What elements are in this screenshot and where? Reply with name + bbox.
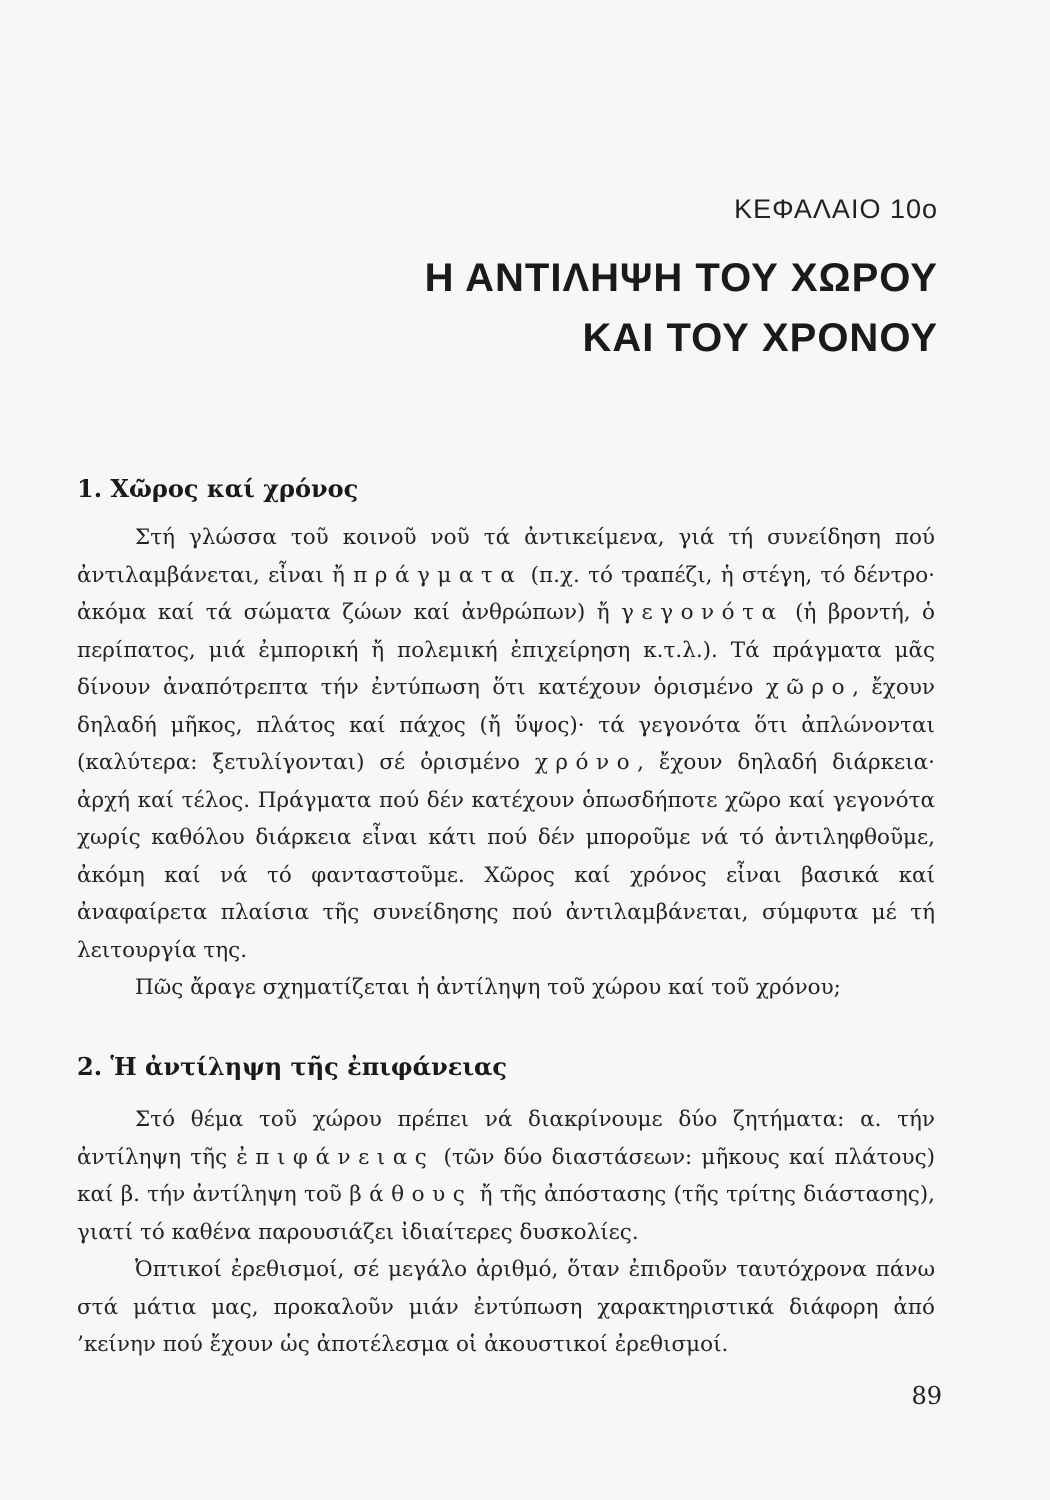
section-1-paragraph-1: [77, 519, 935, 969]
page-number: 89: [911, 1382, 942, 1410]
text-run: (ἡ βροντή, ὁ περίπατος, μιά ἐμπορική ἤ πολεμική ἐπιχείρηση κ.τ.λ.). Τά πράγματα μᾶς δίνουν ἀναπότρεπτα τήν ἐντύπωση ὅτι κατέχουν ὁρισμένο: [77, 600, 935, 700]
spaced-term: βάθους: [349, 1182, 473, 1207]
spaced-term: πράγματα: [353, 562, 523, 588]
text-run: (τῶν δύο διαστάσεων: μῆκους καί πλάτους) καί β. τήν ἀντίληψη τοῦ: [77, 1144, 935, 1207]
section-2-paragraph-2: Ὀπτικοί ἐρεθισμοί, σέ μεγάλο ἀριθμό, ὅταν ἐπιδροῦν ταυτόχρονα πάνω στά μάτια μας, προκαλοῦν μιάν ἐντύπωση χαρακτηριστικά διάφορη ἀπό ’κείνην πού ἔχουν ὡς ἀποτέλεσμα οἱ ἀκουστικοί ἐρεθισμοί.: [77, 1257, 935, 1357]
section-1-paragraph-2: Πῶς ἄραγε σχηματίζεται ἡ ἀντίληψη τοῦ χώρου καί τοῦ χρόνου;: [135, 975, 841, 1000]
spaced-term: γεγονότα: [621, 600, 784, 625]
text-run: , ἔχουν δηλαδή διάρκεια· ἀρχή καί τέλος. Πράγματα πού δέν κατέχουν ὁπωσδήποτε χῶρο καί γεγονότα χωρίς καθόλου διάρκεια εἶναι κάτι πού δέν μποροῦμε νά τό ἀντιληφθοῦμε, ἀκόμη καί νά τό φανταστοῦμε. Χῶρος καί χρόνος εἶναι βασικά καί ἀναφαίρετα πλαίσια τῆς συνείδησης πού ἀντιλαμβάνεται, σύμφυτα μέ τή λειτουργία της.: [77, 750, 935, 963]
text-run: (π.χ. τό τραπέζι, ἡ στέγη, τό δέντρο· ἀκόμα καί τά σώματα ζώων καί ἀνθρώπων) ἤ: [77, 562, 935, 625]
chapter-title: [425, 248, 938, 368]
spaced-term: χῶρο: [765, 675, 853, 700]
section-1-heading: 1. Χῶρος καί χρόνος: [77, 474, 359, 503]
chapter-label: ΚΕΦΑΛΑΙΟ 10ο: [734, 194, 938, 224]
text-run: ἤ τῆς ἀπόστασης (τῆς τρίτης διάστασης), γιατί τό καθένα παρουσιάζει ἰδιαίτερες δυσκολίες.: [77, 1182, 935, 1245]
section-2-paragraph-1: [77, 1101, 935, 1251]
text-run: , ἔχουν δηλαδή μῆκος, πλάτος καί πάχος (ἤ ὕψος)· τά γεγονότα ὅτι ἀπλώνονται (καλύτερα: ξετυλίγονται) σέ ὁρισμένο: [77, 675, 935, 775]
chapter-title-line-1: Η ΑΝΤΙΛΗΨΗ ΤΟΥ ΧΩΡΟΥ: [424, 256, 938, 300]
text-run: Στό θέμα τοῦ χώρου πρέπει νά διακρίνουμε δύο ζητήματα: α. τήν ἀντίληψη τῆς: [77, 1107, 935, 1170]
section-2-body: [77, 1101, 935, 1364]
section-2-heading: 2. Ἡ ἀντίληψη τῆς ἐπιφάνειας: [77, 1052, 508, 1081]
chapter-title-line-2: ΚΑΙ ΤΟΥ ΧΡΟΝΟΥ: [582, 316, 938, 360]
spaced-term: ἐπιφάνειας: [236, 1144, 435, 1170]
section-1-body: [77, 519, 935, 1007]
spaced-term: χρόνο: [534, 750, 638, 775]
text-run: Στή γλώσσα τοῦ κοινοῦ νοῦ τά ἀντικείμενα, γιά τή συνείδηση πού ἀντιλαμβάνεται, εἶναι ἤ: [77, 525, 935, 588]
